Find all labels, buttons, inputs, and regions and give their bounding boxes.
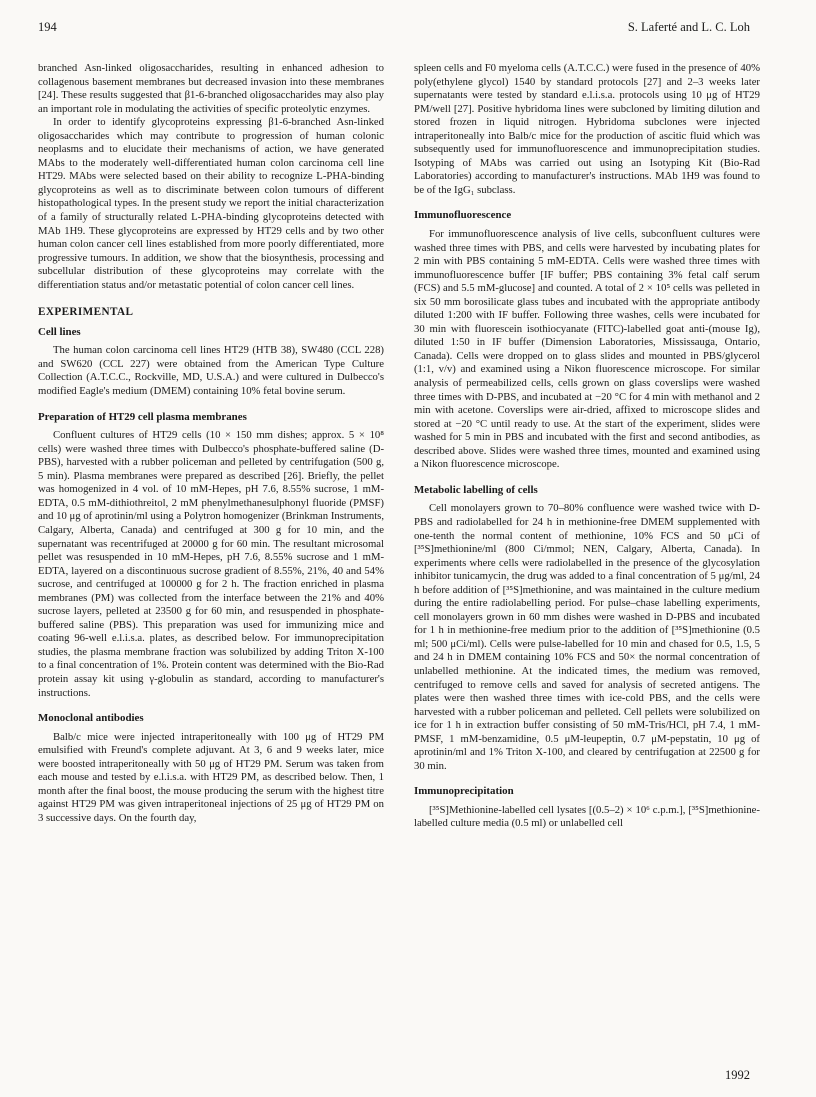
paragraph-metabolic: Cell monolayers grown to 70–80% confluence were washed twice with D-PBS and radiolabelled for 24 h in methionine-free DMEM supplemented with one-tenth the normal content of methionine, 10% FCS and 50 μCi of [³⁵S]methionine/ml (800 Ci/mmol; NEN, Calgary, Alberta, Canada). In experiments where cells were radiolabelled in the presence of the glycosylation inhibitor tunicamycin, the drug was added to a final concentration of 5 μg/ml, 24 h before addition of [³⁵S]methionine, and was maintained in the culture medium during the entire radiolabelling period. For pulse–chase labelling experiments, cell monolayers grown in 60 mm dishes were washed in D-PBS and incubated for 1 h in methionine-free medium prior to the addition of [³⁵S]methionine (0.5 ml; 500 μCi/ml). Cells were pulse-labelled for 10 min and chased for 0.5, 1.5, 5 and 24 h in DMEM containing 10% FCS and 50× the normal concentration of unlabelled methionine. At the indicated times, the medium was removed, centrifuged to remove cells and saved for analysis of secreted antigens. The plates were then washed three times with ice-cold PBS, and the cells were harvested with a rubber policeman and pelleted. Cell pellets were solubilized on ice for 1 h in extraction buffer consisting of 50 mM-Tris/HCl, pH 7.4, 1 mM-PMSF, 1 mM-benzamidine, 0.5 μM-leupeptin, 0.7 μM-pepstatin, 10 μg of aprotinin/ml and 1% Triton X-100, and cleared by centrifugation at 22500 g for 30 min. — [414, 502, 760, 772]
heading-preparation: Preparation of HT29 cell plasma membranes — [38, 410, 247, 423]
page-number: 194 — [38, 20, 57, 34]
paragraph-preparation: Confluent cultures of HT29 cells (10 × 150 mm dishes; approx. 5 × 10⁸ cells) were washed three times with Dulbecco's phosphate-buffered saline (D-PBS), harvested with a rubber policeman and pelleted by centrifugation (500 g, 5 min). Plasma membranes were prepared as described [26]. Briefly, the pellet was homogenized in 4 vol. of 10 mM-Hepes, pH 7.6, 8.55% sucrose, 1 mM-EDTA, 0.5 mM-dithiothreitol, 2 mM phenylmethanesulphonyl fluoride (PMSF) and 10 μg of aprotinin/ml using a Polytron homogenizer (Brinkman Instruments, Calgary, Alberta, Canada) and centrifuged at 300 g for 10 min, and the supernatant was recentrifuged at 20000 g for 60 min. The resultant microsomal pellet was resuspended in 10 mM-Hepes, pH 7.6, 8.55% sucrose and 1 mM-EDTA, layered on a discontinuous sucrose gradient of 8.55%, 21%, 40 and 54% sucrose, and centrifuged at 100000 g for 2 h. The fraction enriched in plasma membranes (PM) was collected from the interface between the 21% and 40% sucrose layers, pelleted at 23500 g for 60 min, and resuspended in phosphate-buffered saline (PBS). This preparation was used for immunizing mice and coating 96-well e.l.i.s.a. plates, as described below. For immunoprecipitation studies, the plasma membrane fraction was solubilized by adding Triton X-100 to a final concentration of 1%. Protein content was determined with the Bio-Rad protein assay kit using γ-globulin as standard, according to manufacturer's instructions. — [38, 429, 384, 699]
right-column — [414, 62, 760, 831]
running-head: S. Laferté and L. C. Loh — [627, 20, 750, 34]
heading-immunoprecipitation: Immunoprecipitation — [414, 785, 514, 798]
paragraph-monoclonal: Balb/c mice were injected intraperitoneally with 100 μg of HT29 PM emulsified with Freund's complete adjuvant. At 3, 6 and 9 weeks later, mice were boosted intraperitoneally with 50 μg of HT29 PM. Serum was taken from each mouse and tested by e.l.i.s.a. with HT29 PM, as described below. Then, 1 month after the final boost, the mouse producing the serum with the highest titre against HT29 PM was given intraperitoneal injections of 25 μg of HT29 PM on 3 successive days. On the fourth day, — [38, 730, 384, 824]
paragraph-immunofluorescence: For immunofluorescence analysis of live cells, subconfluent cultures were washed three times with PBS, and cells were harvested by incubating plates for 2 min with PBS containing 5 mM-EDTA. Cells were washed three times with immunofluorescence buffer [IF buffer; PBS containing 3% fetal calf serum (FCS) and 5.5 mM-glucose] and counted. A total of 2 × 10⁵ cells was pelleted in six 50 mm borosilicate glass tubes and incubated with the appropriate antibody diluted 1:200 with IF buffer. Following three washes, cells were incubated for 30 min with fluorescein isothiocyanate (FITC)-labelled goat anti-(mouse Ig), diluted 1:50 in IF buffer (Dimension Laboratories, Mississauga, Ontario, Canada). Cells were dropped on to glass slides and mounted in PBS/glycerol (1:1, v/v) and examined using a Nikon fluorescence microscope. For similar analysis of permeabilized cells, cells grown on glass coverslips were washed three times with D-PBS, and incubated at −20 °C for 4 min with methanol and 2 min with acetone. Coverslips were air-dried, affixed to microscope slides and stored at −20 °C until ready to use. At the start of the experiment, slides were washed for 5 min in PBS and incubated with the first and second antibodies, as described above. Slides were washed three times, mounted and examined using a Nikon fluorescence microscope. — [414, 228, 760, 471]
heading-metabolic: Metabolic labelling of cells — [414, 483, 538, 496]
section-experimental: EXPERIMENTAL — [38, 306, 134, 319]
left-column — [38, 62, 384, 825]
heading-monoclonal: Monoclonal antibodies — [38, 712, 144, 725]
heading-immunofluorescence: Immunofluorescence — [414, 209, 512, 222]
intro-paragraph-2: In order to identify glycoproteins expressing β1-6-branched Asn-linked oligosaccharides which may contribute to progression of human colonic neoplasms and to elucidate their mechanisms of action, we have generated MAbs to the moderately well-differentiated human colon carcinoma cell line HT29. MAbs were selected based on their ability to recognize L-PHA-binding glycoproteins as well as to discriminate between colon tumours of different histopathological types. In the present study we report the initial characterization of a family of structurally related L-PHA-binding glycoproteins detected with MAb 1H9. These glycoproteins are expressed by HT29 cells and by two other human colon cancer cell lines established from more poorly differentiated, more progressive tumours. In addition, we show that the biosynthesis, processing and subcellular distribution of these glycoproteins may correlate with the differentiation status and/or metastatic potential of colon cancer cell lines. — [38, 116, 384, 291]
paragraph-monoclonal-continued: spleen cells and F0 myeloma cells (A.T.C.C.) were fused in the presence of 40% poly(ethylene glycol) 1540 by standard protocols [27] and 2–3 weeks later supernatants were tested by standard e.l.i.s.a. protocols using 10 μg of HT29 PM/well [27]. Positive hybridoma lines were subcloned by limiting dilution and stored frozen in liquid nitrogen. Hybridoma subclones were injected intraperitoneally into Balb/c mice for the production of ascitic fluid which was subsequently used for immunofluorescence and immunoprecipitation studies. Isotyping of MAbs was carried out using an Isotyping Kit (Bio-Rad Laboratories) according to manufacturer's instructions. MAb 1H9 was found to be of the IgG₁ subclass. — [414, 62, 760, 196]
paragraph-immunoprecipitation: [³⁵S]Methionine-labelled cell lysates [(0.5–2) × 10⁶ c.p.m.], [³⁵S]methionine-labelled culture media (0.5 ml) or unlabelled cell — [414, 803, 760, 830]
footer-year: 1992 — [725, 1068, 750, 1082]
intro-paragraph-1: branched Asn-linked oligosaccharides, resulting in enhanced adhesion to collagenous basement membranes but decreased invasion into these membranes [24]. These results suggested that β1-6-branched oligosaccharides may also play an important role in modulating the activities of specific proteolytic enzymes. — [38, 62, 384, 115]
paragraph-cell-lines: The human colon carcinoma cell lines HT29 (HTB 38), SW480 (CCL 228) and SW620 (CCL 227) were obtained from the American Type Culture Collection (A.T.C.C., Rockville, MD, U.S.A.) and were cultured in Dulbecco's modified Eagle's medium (DMEM) containing 10% fetal bovine serum. — [38, 344, 384, 398]
heading-cell-lines: Cell lines — [38, 325, 81, 338]
